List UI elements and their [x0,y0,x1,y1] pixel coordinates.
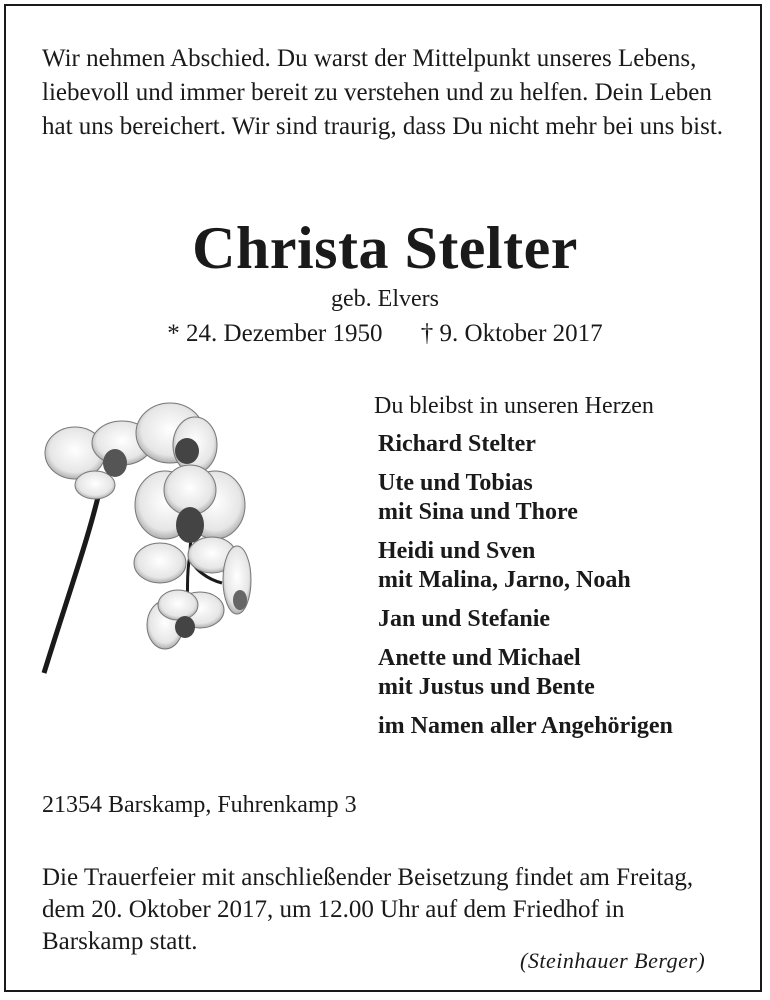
mourner-line: mit Justus und Bente [378,674,595,700]
address: 21354 Barskamp, Fuhrenkamp 3 [42,792,357,818]
service-text: Die Trauerfeier mit anschließender Beisetzung findet am Freitag, dem 20. Oktober 2017, um 12.00 Uhr auf dem Friedhof in Barskamp statt. [42,864,694,955]
life-dates [0,318,770,350]
mourner-group [378,644,758,702]
mourner-line: im Namen aller Angehörigen [378,713,673,739]
orchid-flower-2 [136,403,217,473]
intro-text: Wir nehmen Abschied. Du warst der Mittelpunkt unseres Lebens, liebevoll und immer bereit zu verstehen und zu helfen. Dein Leben hat uns bereichert. Wir sind traurig, dass Du nicht mehr bei uns bist. [42,45,724,140]
mourner-group [378,430,758,459]
mourner-group [378,605,758,634]
mourners-list [374,390,758,751]
tagline: Du bleibst in unseren Herzen [374,393,654,419]
mourner-group [378,537,758,595]
orchid-bud [223,546,251,614]
mourner-line: Richard Stelter [378,431,536,457]
birth-date: * 24. Dezember 1950 [167,320,383,347]
mourner-line: Heidi und Sven [378,538,536,564]
birth-name: geb. Elvers [331,286,439,312]
mourner-line: mit Sina und Thore [378,499,578,525]
orchid-flower-4 [147,590,224,649]
mourner-line: Anette und Michael [378,645,581,671]
mourner-group [378,469,758,527]
orchid-icon [40,395,270,685]
deceased-name: Christa Stelter [192,215,578,281]
mourner-line: mit Malina, Jarno, Noah [378,567,631,593]
death-date: † 9. Oktober 2017 [420,320,603,347]
mourner-line: Jan und Stefanie [378,606,551,632]
mourner-line: Ute und Tobias [378,470,533,496]
signature: (Steinhauer Berger) [520,948,706,973]
mourner-group [378,712,758,741]
